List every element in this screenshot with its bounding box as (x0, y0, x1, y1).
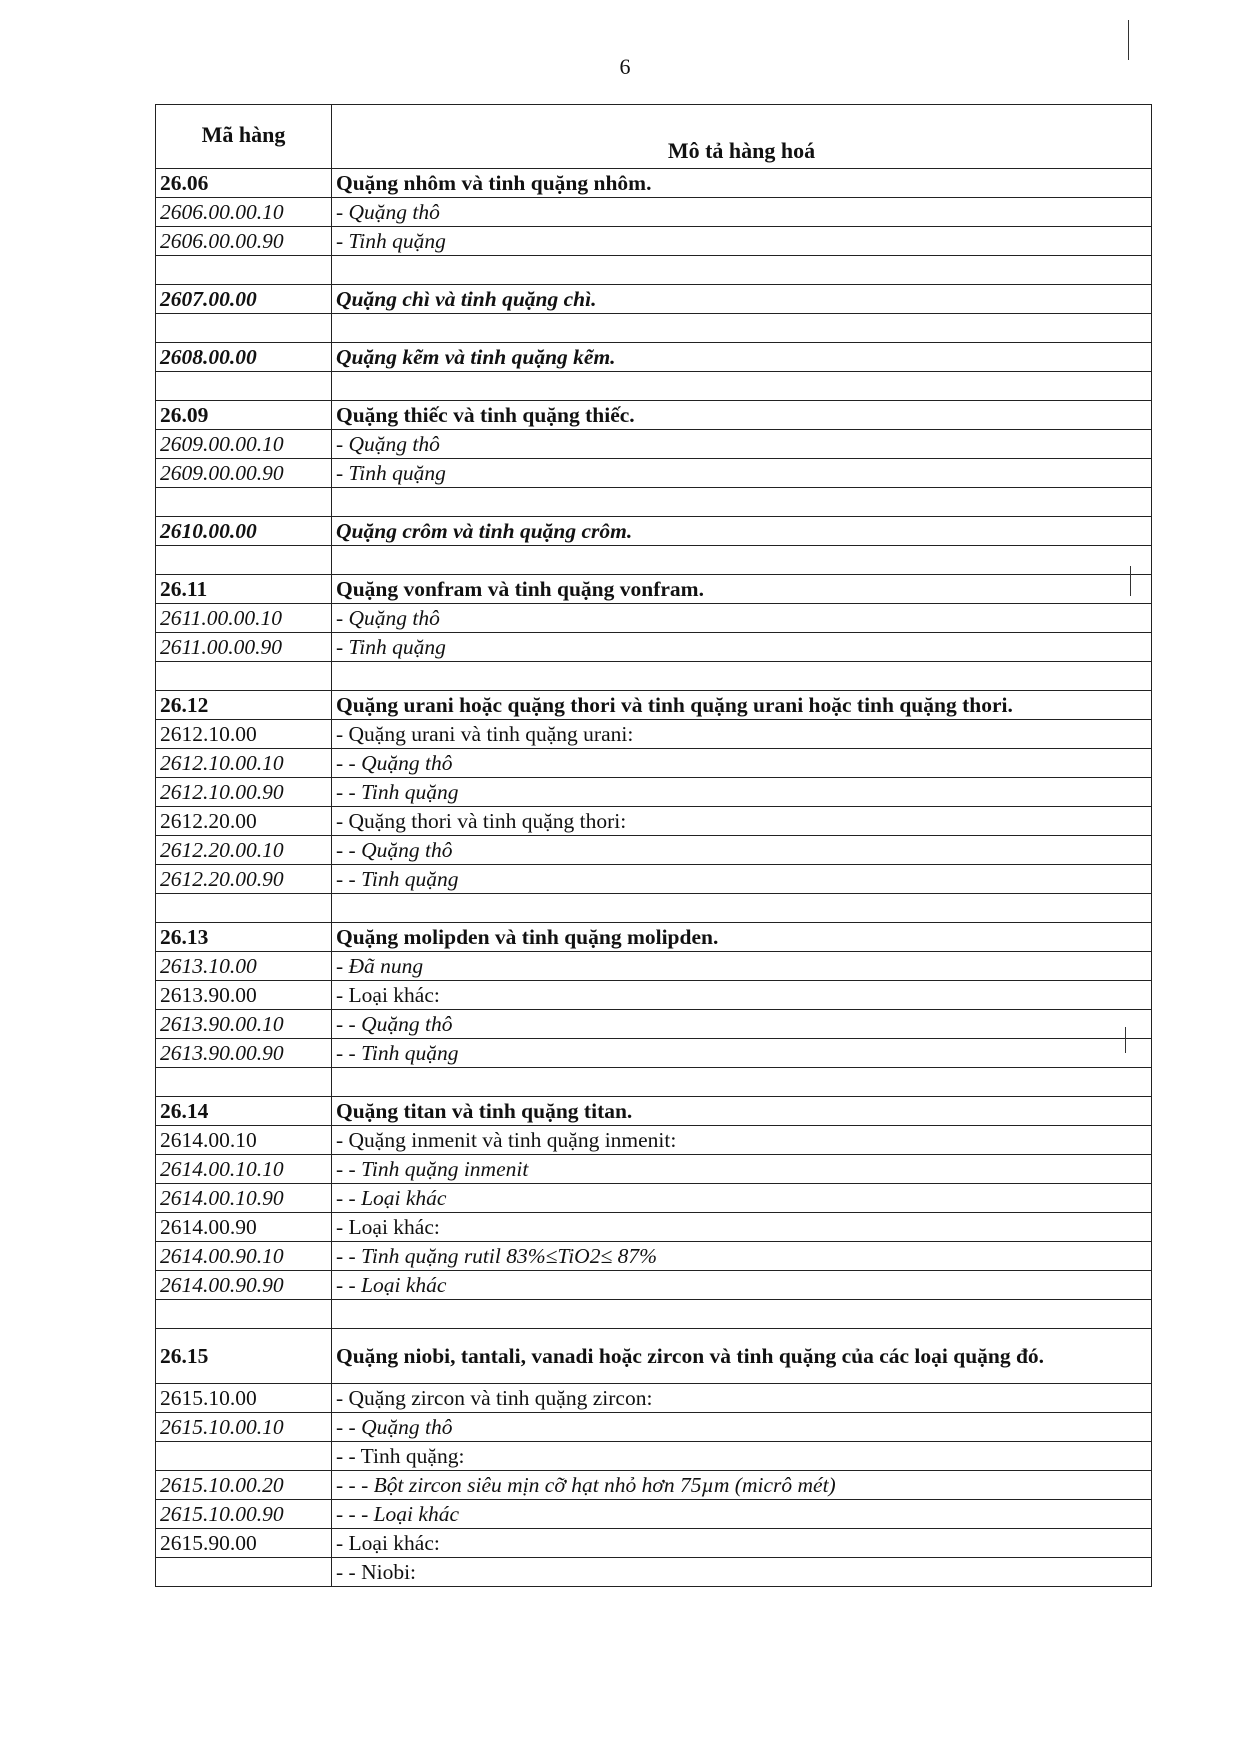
table-row (156, 1529, 1152, 1558)
table-row (156, 778, 1152, 807)
hs-code-cell: 2612.10.00 (156, 720, 332, 749)
description-cell (332, 256, 1152, 285)
hs-code-cell: 2606.00.00.10 (156, 198, 332, 227)
hs-code-cell: 2606.00.00.90 (156, 227, 332, 256)
description-cell: - - Niobi: (332, 1558, 1152, 1587)
table-row (156, 1242, 1152, 1271)
table-row (156, 1126, 1152, 1155)
table-row (156, 952, 1152, 981)
hs-code-cell: 2614.00.90.90 (156, 1271, 332, 1300)
description-cell: - Loại khác: (332, 981, 1152, 1010)
table-row (156, 1184, 1152, 1213)
blank-row (156, 546, 1152, 575)
hs-code-cell: 26.15 (156, 1329, 332, 1384)
table-row (156, 1271, 1152, 1300)
table-row (156, 633, 1152, 662)
description-cell: - - Tinh quặng (332, 1039, 1152, 1068)
hs-code-cell: 2615.10.00 (156, 1384, 332, 1413)
hs-code-cell: 2615.10.00.10 (156, 1413, 332, 1442)
table-row (156, 836, 1152, 865)
page-number: 6 (619, 54, 631, 79)
blank-row (156, 894, 1152, 923)
hs-code-cell: 2612.10.00.10 (156, 749, 332, 778)
table-row (156, 1500, 1152, 1529)
description-cell: Quặng vonfram và tinh quặng vonfram. (332, 575, 1152, 604)
description-cell: - - Loại khác (332, 1271, 1152, 1300)
description-cell: - Quặng urani và tinh quặng urani: (332, 720, 1152, 749)
table-header-row (156, 105, 1152, 169)
hs-code-cell: 2615.10.00.20 (156, 1471, 332, 1500)
hs-code-cell: 2613.90.00.90 (156, 1039, 332, 1068)
blank-row (156, 662, 1152, 691)
description-cell: - Quặng zircon và tinh quặng zircon: (332, 1384, 1152, 1413)
description-cell: - - Quặng thô (332, 836, 1152, 865)
table-row (156, 1471, 1152, 1500)
description-cell: - - Tinh quặng inmenit (332, 1155, 1152, 1184)
description-cell: - - - Bột zircon siêu mịn cỡ hạt nhỏ hơn 75µm (micrô mét) (332, 1471, 1152, 1500)
scan-artifact (1125, 1027, 1126, 1053)
description-cell: Quặng chì và tinh quặng chì. (332, 285, 1152, 314)
description-cell: Quặng molipden và tinh quặng molipden. (332, 923, 1152, 952)
description-cell (332, 1300, 1152, 1329)
table-row (156, 1558, 1152, 1587)
table-row (156, 807, 1152, 836)
description-cell: Quặng thiếc và tinh quặng thiếc. (332, 401, 1152, 430)
description-cell: - - - Loại khác (332, 1500, 1152, 1529)
table-row (156, 575, 1152, 604)
hs-code-cell (156, 546, 332, 575)
blank-row (156, 314, 1152, 343)
hs-code-cell (156, 488, 332, 517)
table-row (156, 1039, 1152, 1068)
blank-row (156, 1068, 1152, 1097)
hs-code-cell: 26.11 (156, 575, 332, 604)
table-row (156, 401, 1152, 430)
hs-code-cell (156, 894, 332, 923)
hs-code-cell: 2615.10.00.90 (156, 1500, 332, 1529)
hs-code-cell (156, 314, 332, 343)
blank-row (156, 1300, 1152, 1329)
table-row (156, 691, 1152, 720)
description-cell: - - Tinh quặng: (332, 1442, 1152, 1471)
hs-code-cell: 2609.00.00.90 (156, 459, 332, 488)
table-row (156, 720, 1152, 749)
hs-code-cell (156, 1300, 332, 1329)
tariff-table (155, 104, 1152, 1587)
description-cell: - Quặng inmenit và tinh quặng inmenit: (332, 1126, 1152, 1155)
table-row (156, 604, 1152, 633)
table-row (156, 227, 1152, 256)
scan-artifact (1128, 20, 1129, 60)
description-cell: - - Quặng thô (332, 1413, 1152, 1442)
hs-code-cell: 2607.00.00 (156, 285, 332, 314)
hs-code-cell (156, 662, 332, 691)
hs-code-cell: 2612.20.00 (156, 807, 332, 836)
description-cell: - - Tinh quặng (332, 778, 1152, 807)
hs-code-cell: 2614.00.10.10 (156, 1155, 332, 1184)
description-cell (332, 488, 1152, 517)
description-cell: - Loại khác: (332, 1529, 1152, 1558)
table-row (156, 343, 1152, 372)
hs-code-cell (156, 1068, 332, 1097)
description-cell (332, 662, 1152, 691)
table-row (156, 459, 1152, 488)
table-row (156, 1213, 1152, 1242)
description-cell (332, 1068, 1152, 1097)
description-cell: Quặng titan và tinh quặng titan. (332, 1097, 1152, 1126)
table-row (156, 865, 1152, 894)
column-header-code: Mã hàng (156, 105, 332, 169)
table-row (156, 1442, 1152, 1471)
description-cell: - - Quặng thô (332, 749, 1152, 778)
table-row (156, 1413, 1152, 1442)
hs-code-cell: 26.12 (156, 691, 332, 720)
hs-code-cell: 26.14 (156, 1097, 332, 1126)
table-row (156, 1010, 1152, 1039)
table-row (156, 981, 1152, 1010)
table-row (156, 517, 1152, 546)
hs-code-cell: 2608.00.00 (156, 343, 332, 372)
table-row (156, 749, 1152, 778)
hs-code-cell: 2612.20.00.90 (156, 865, 332, 894)
hs-code-cell (156, 256, 332, 285)
hs-code-cell: 2611.00.00.10 (156, 604, 332, 633)
column-header-description: Mô tả hàng hoá (332, 105, 1152, 169)
description-cell: Quặng kẽm và tinh quặng kẽm. (332, 343, 1152, 372)
scan-artifact (1130, 566, 1131, 596)
description-cell: - - Loại khác (332, 1184, 1152, 1213)
table-row (156, 430, 1152, 459)
description-cell: - Quặng thô (332, 198, 1152, 227)
hs-code-cell (156, 1558, 332, 1587)
description-cell (332, 546, 1152, 575)
hs-code-cell: 2613.10.00 (156, 952, 332, 981)
description-cell: - - Quặng thô (332, 1010, 1152, 1039)
hs-code-cell: 2609.00.00.10 (156, 430, 332, 459)
hs-code-cell: 2613.90.00 (156, 981, 332, 1010)
table-row (156, 1384, 1152, 1413)
hs-code-cell: 2614.00.90.10 (156, 1242, 332, 1271)
description-cell: Quặng nhôm và tinh quặng nhôm. (332, 169, 1152, 198)
hs-code-cell: 2613.90.00.10 (156, 1010, 332, 1039)
description-cell: Quặng crôm và tinh quặng crôm. (332, 517, 1152, 546)
table-row (156, 169, 1152, 198)
hs-code-cell: 2612.10.00.90 (156, 778, 332, 807)
table-row (156, 198, 1152, 227)
hs-code-cell: 2615.90.00 (156, 1529, 332, 1558)
blank-row (156, 372, 1152, 401)
description-cell (332, 894, 1152, 923)
hs-code-cell: 2610.00.00 (156, 517, 332, 546)
description-cell: - Tinh quặng (332, 633, 1152, 662)
hs-code-cell: 2612.20.00.10 (156, 836, 332, 865)
table-row (156, 923, 1152, 952)
description-cell: - Quặng thô (332, 604, 1152, 633)
hs-code-cell: 26.13 (156, 923, 332, 952)
description-cell: - - Tinh quặng rutil 83%≤TiO2≤ 87% (332, 1242, 1152, 1271)
description-cell: Quặng niobi, tantali, vanadi hoặc zircon và tinh quặng của các loại quặng đó. (332, 1329, 1152, 1384)
description-cell (332, 314, 1152, 343)
hs-code-cell: 2611.00.00.90 (156, 633, 332, 662)
description-cell: - Tinh quặng (332, 459, 1152, 488)
blank-row (156, 488, 1152, 517)
hs-code-cell: 26.09 (156, 401, 332, 430)
description-cell: Quặng urani hoặc quặng thori và tinh quặng urani hoặc tinh quặng thori. (332, 691, 1152, 720)
description-cell: - Quặng thô (332, 430, 1152, 459)
table-body (156, 169, 1152, 1587)
hs-code-cell (156, 1442, 332, 1471)
hs-code-cell: 2614.00.10 (156, 1126, 332, 1155)
description-cell: - - Tinh quặng (332, 865, 1152, 894)
description-cell: - Tinh quặng (332, 227, 1152, 256)
hs-code-cell: 2614.00.10.90 (156, 1184, 332, 1213)
description-cell: - Đã nung (332, 952, 1152, 981)
description-cell: - Quặng thori và tinh quặng thori: (332, 807, 1152, 836)
hs-code-cell: 2614.00.90 (156, 1213, 332, 1242)
table-row (156, 285, 1152, 314)
blank-row (156, 256, 1152, 285)
hs-code-cell (156, 372, 332, 401)
table-row (156, 1329, 1152, 1384)
description-cell: - Loại khác: (332, 1213, 1152, 1242)
table-row (156, 1097, 1152, 1126)
hs-code-cell: 26.06 (156, 169, 332, 198)
description-cell (332, 372, 1152, 401)
table-row (156, 1155, 1152, 1184)
